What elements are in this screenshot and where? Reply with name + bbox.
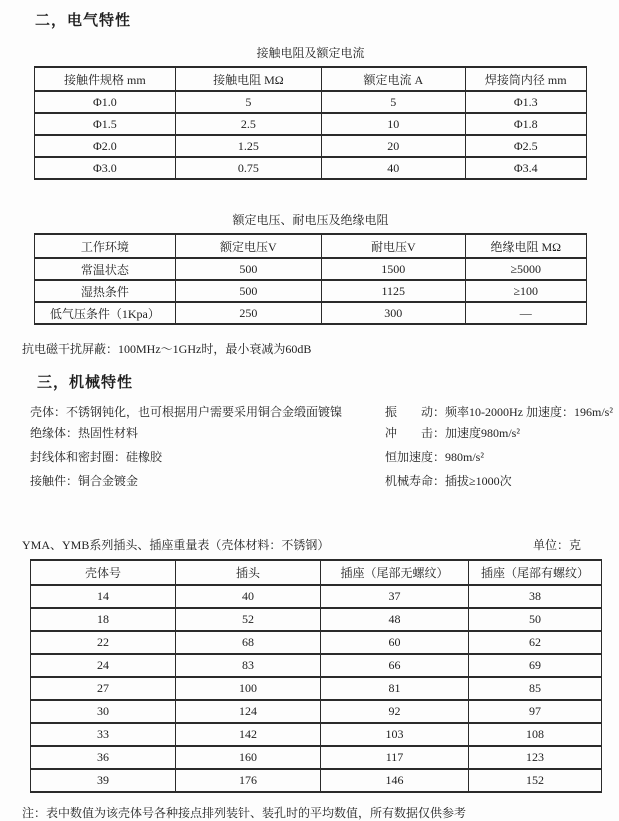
spec-line-shell: 壳体：不锈钢钝化，也可根据用户需要采用铜合金缎面镀镍 — [30, 405, 343, 419]
table-cell: ≥100 — [465, 280, 586, 302]
table-cell: 60 — [321, 631, 469, 654]
table-cell: 5 — [175, 91, 321, 113]
table-cell: 36 — [31, 746, 176, 769]
weight-table — [30, 559, 602, 793]
table-row — [35, 280, 587, 302]
table-row — [35, 135, 587, 157]
table-row — [31, 608, 602, 631]
table-row — [31, 654, 602, 677]
spec-line-contacts: 接触件：铜合金镀金 — [30, 474, 139, 488]
table-cell: 108 — [468, 723, 601, 746]
table-cell: 18 — [31, 608, 176, 631]
spec-line-lifetime: 机械寿命：插拔≥1000次 — [385, 474, 512, 488]
table-cell: 24 — [31, 654, 176, 677]
column-header: 接触电阻 MΩ — [175, 67, 321, 91]
table-row — [35, 113, 587, 135]
table-cell: 常温状态 — [35, 258, 176, 280]
column-header: 插座（尾部有螺纹） — [468, 560, 601, 585]
table-cell: 66 — [321, 654, 469, 677]
table-cell: 1.25 — [175, 135, 321, 157]
mechanical-properties-block — [30, 405, 619, 495]
column-header: 插座（尾部无螺纹） — [321, 560, 469, 585]
table1-caption: 接触电阻及额定电流 — [256, 46, 365, 60]
table-cell: 39 — [31, 769, 176, 792]
spec-line-acceleration: 恒加速度：980m/s² — [385, 450, 484, 464]
footnote: 注：表中数值为该壳体号各种接点排列装针、装孔时的平均数值，所有数据仅供参考 — [22, 806, 467, 820]
table-row — [31, 746, 602, 769]
table-cell: 300 — [322, 302, 466, 324]
table-cell: 40 — [176, 585, 321, 608]
table-cell: 146 — [321, 769, 469, 792]
column-header: 绝缘电阻 MΩ — [465, 234, 586, 258]
table-cell: 97 — [468, 700, 601, 723]
table2-caption: 额定电压、耐电压及绝缘电阻 — [232, 213, 389, 227]
spec-line-shock: 冲 击：加速度980m/s² — [385, 426, 520, 440]
table-cell: 2.5 — [175, 113, 321, 135]
table-cell: 50 — [468, 608, 601, 631]
table-cell: 69 — [468, 654, 601, 677]
table-row — [31, 677, 602, 700]
column-header: 插头 — [176, 560, 321, 585]
table-cell: 68 — [176, 631, 321, 654]
table-cell: ≥5000 — [465, 258, 586, 280]
table-cell: 62 — [468, 631, 601, 654]
column-header: 耐电压V — [322, 234, 466, 258]
table-cell: 52 — [176, 608, 321, 631]
table-cell: 5 — [322, 91, 466, 113]
table-cell: Φ2.0 — [35, 135, 176, 157]
emi-shielding-note: 抗电磁干扰屏蔽：100MHz～1GHz时，最小衰减为60dB — [22, 342, 312, 356]
table-cell: 500 — [175, 258, 321, 280]
column-header: 接触件规格 mm — [35, 67, 176, 91]
table-cell: 33 — [31, 723, 176, 746]
weight-table-caption: YMA、YMB系列插头、插座重量表（壳体材料：不锈钢） — [22, 538, 330, 552]
table-cell: 160 — [176, 746, 321, 769]
section-mechanical-title: 三，机械特性 — [37, 374, 134, 391]
table-cell: 176 — [176, 769, 321, 792]
unit-label: 单位：克 — [532, 538, 581, 552]
table-cell: 0.75 — [175, 157, 321, 179]
table-header-row — [31, 560, 602, 585]
table-row — [35, 302, 587, 324]
table-row — [31, 631, 602, 654]
table-cell: Φ2.5 — [465, 135, 586, 157]
table-row — [35, 157, 587, 179]
table-cell: 1500 — [322, 258, 466, 280]
table-cell: Φ1.5 — [35, 113, 176, 135]
table-cell: 100 — [176, 677, 321, 700]
table-cell: Φ3.4 — [465, 157, 586, 179]
table-cell: 37 — [321, 585, 469, 608]
table-cell: 1125 — [322, 280, 466, 302]
section-electrical-title: 二，电气特性 — [35, 12, 132, 29]
table-cell: — — [465, 302, 586, 324]
table-cell: 22 — [31, 631, 176, 654]
table-cell: 48 — [321, 608, 469, 631]
table-cell: 30 — [31, 700, 176, 723]
dynamics-column — [385, 405, 619, 495]
table-cell: Φ3.0 — [35, 157, 176, 179]
contact-resistance-table — [34, 66, 587, 180]
column-header: 焊接筒内径 mm — [465, 67, 586, 91]
table-cell: 85 — [468, 677, 601, 700]
materials-column — [30, 405, 385, 495]
table-cell: 湿热条件 — [35, 280, 176, 302]
table-cell: 124 — [176, 700, 321, 723]
table-cell: 14 — [31, 585, 176, 608]
table-cell: 38 — [468, 585, 601, 608]
voltage-insulation-table — [34, 233, 587, 325]
table-cell: Φ1.0 — [35, 91, 176, 113]
table-row — [31, 769, 602, 792]
table-cell: 152 — [468, 769, 601, 792]
column-header: 工作环境 — [35, 234, 176, 258]
table-cell: 123 — [468, 746, 601, 769]
table-row — [31, 700, 602, 723]
spec-line-seal: 封线体和密封圈：硅橡胶 — [30, 450, 163, 464]
table-cell: 27 — [31, 677, 176, 700]
table-cell: 250 — [175, 302, 321, 324]
table-cell: 20 — [322, 135, 466, 157]
table-cell: 40 — [322, 157, 466, 179]
table-header-row — [35, 67, 587, 91]
column-header: 壳体号 — [31, 560, 176, 585]
table-cell: 10 — [322, 113, 466, 135]
table-row — [31, 585, 602, 608]
table-cell: 117 — [321, 746, 469, 769]
column-header: 额定电压V — [175, 234, 321, 258]
table-cell: 500 — [175, 280, 321, 302]
table-row — [35, 258, 587, 280]
table-cell: 81 — [321, 677, 469, 700]
table-cell: 103 — [321, 723, 469, 746]
spec-line-vibration: 振 动：频率10-2000Hz 加速度：196m/s² — [385, 405, 613, 419]
table-cell: Φ1.3 — [465, 91, 586, 113]
table-cell: Φ1.8 — [465, 113, 586, 135]
weight-table-caption-row — [22, 536, 581, 553]
table-row — [31, 723, 602, 746]
column-header: 额定电流 A — [322, 67, 466, 91]
spec-line-insulator: 绝缘体：热固性材料 — [30, 426, 139, 440]
table-header-row — [35, 234, 587, 258]
table-cell: 92 — [321, 700, 469, 723]
table-row — [35, 91, 587, 113]
table-cell: 83 — [176, 654, 321, 677]
table-cell: 低气压条件（1Kpa） — [35, 302, 176, 324]
table-cell: 142 — [176, 723, 321, 746]
